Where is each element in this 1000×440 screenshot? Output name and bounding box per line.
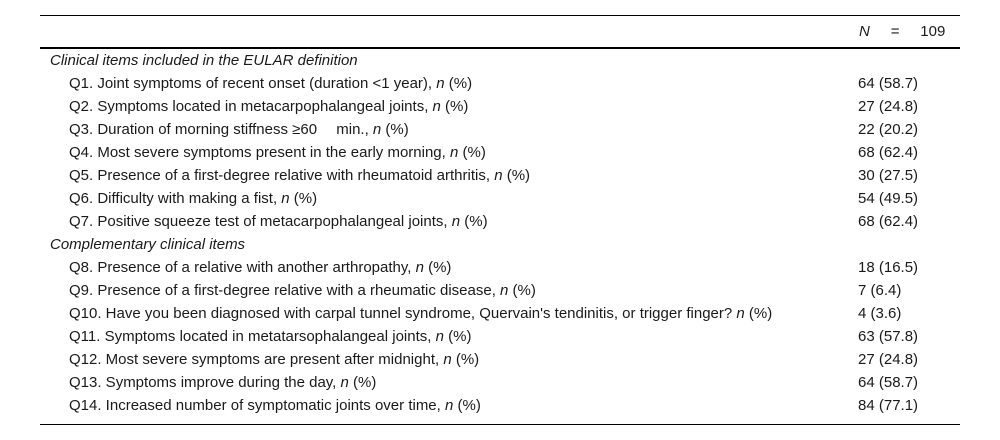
item-unit: (%) bbox=[443, 328, 472, 345]
item-label bbox=[69, 118, 409, 141]
section-header-row bbox=[40, 49, 960, 72]
table-row bbox=[40, 187, 960, 210]
item-text: Q1. Joint symptoms of recent onset (duration <1 year), bbox=[69, 75, 437, 92]
item-n-symbol: n bbox=[494, 167, 503, 184]
table-row bbox=[40, 164, 960, 187]
item-unit: (%) bbox=[423, 259, 452, 276]
item-value: 64 (58.7) bbox=[858, 75, 919, 92]
item-value: 84 (77.1) bbox=[858, 397, 919, 414]
item-n-symbol: n bbox=[443, 351, 452, 368]
item-n-symbol: n bbox=[500, 282, 509, 299]
item-unit: (%) bbox=[744, 305, 773, 322]
item-n-symbol: n bbox=[432, 98, 441, 115]
item-text: Q10. Have you been diagnosed with carpal tunnel syndrome, Quervain's tendinitis, or trigger finger? bbox=[69, 305, 737, 322]
item-label bbox=[69, 187, 317, 210]
item-value: 54 (49.5) bbox=[858, 190, 919, 207]
item-label bbox=[69, 348, 479, 371]
item-unit: (%) bbox=[289, 190, 318, 207]
item-unit: (%) bbox=[458, 144, 486, 161]
item-label bbox=[69, 302, 772, 325]
item-label bbox=[69, 279, 536, 302]
item-value: 7 (6.4) bbox=[858, 282, 902, 299]
item-n-symbol: n bbox=[435, 328, 444, 345]
n-label: N bbox=[859, 23, 870, 40]
item-unit: (%) bbox=[453, 397, 481, 414]
item-value: 27 (24.8) bbox=[858, 98, 919, 115]
item-label bbox=[69, 141, 486, 164]
item-unit: (%) bbox=[460, 213, 488, 230]
n-value: 109 bbox=[920, 23, 946, 40]
item-n-symbol: n bbox=[340, 374, 349, 391]
item-unit: (%) bbox=[502, 167, 531, 184]
item-n-symbol: n bbox=[436, 75, 445, 92]
item-unit: (%) bbox=[451, 351, 480, 368]
item-label bbox=[69, 325, 471, 348]
table-bottom-rule bbox=[40, 424, 960, 425]
table-header bbox=[40, 15, 960, 47]
table-row bbox=[40, 302, 960, 325]
item-unit: (%) bbox=[444, 75, 473, 92]
table-row bbox=[40, 371, 960, 394]
item-unit: (%) bbox=[440, 98, 469, 115]
item-value: 4 (3.6) bbox=[858, 305, 902, 322]
table-row bbox=[40, 141, 960, 164]
item-label bbox=[69, 256, 451, 279]
item-unit: (%) bbox=[508, 282, 536, 299]
item-n-symbol: n bbox=[736, 305, 745, 322]
item-label bbox=[69, 72, 472, 95]
item-text: Q4. Most severe symptoms present in the early morning, bbox=[69, 144, 450, 161]
item-text: Q12. Most severe symptoms are present after midnight, bbox=[69, 351, 444, 368]
item-n-symbol: n bbox=[415, 259, 424, 276]
section-title: Clinical items included in the EULAR definition bbox=[50, 52, 358, 69]
item-label bbox=[69, 210, 488, 233]
table-row bbox=[40, 348, 960, 371]
item-text: Q14. Increased number of symptomatic joints over time, bbox=[69, 397, 445, 414]
item-n-symbol: n bbox=[449, 144, 459, 161]
item-value: 68 (62.4) bbox=[858, 213, 919, 230]
equals-sign: = bbox=[890, 23, 900, 40]
item-text: Q13. Symptoms improve during the day, bbox=[69, 374, 341, 391]
table-row bbox=[40, 279, 960, 302]
item-text: Q7. Positive squeeze test of metacarpophalangeal joints, bbox=[69, 213, 452, 230]
item-label bbox=[69, 394, 481, 417]
item-text: Q9. Presence of a first-degree relative with a rheumatic disease, bbox=[69, 282, 501, 299]
item-text: Q2. Symptoms located in metacarpophalangeal joints, bbox=[69, 98, 433, 115]
section-header-row bbox=[40, 233, 960, 256]
table-row bbox=[40, 118, 960, 141]
item-value: 18 (16.5) bbox=[858, 259, 919, 276]
table-row bbox=[40, 394, 960, 417]
item-value: 22 (20.2) bbox=[858, 121, 919, 138]
table-row bbox=[40, 256, 960, 279]
item-text: Q6. Difficulty with making a fist, bbox=[69, 190, 282, 207]
item-text: Q3. Duration of morning stiffness ≥60 min., bbox=[69, 121, 373, 138]
item-label bbox=[69, 95, 468, 118]
item-value: 64 (58.7) bbox=[858, 374, 919, 391]
item-n-symbol: n bbox=[451, 213, 461, 230]
table-row bbox=[40, 325, 960, 348]
table-row bbox=[40, 72, 960, 95]
item-n-symbol: n bbox=[372, 121, 382, 138]
table-body bbox=[40, 49, 960, 417]
item-value: 30 (27.5) bbox=[858, 167, 919, 184]
table-row bbox=[40, 95, 960, 118]
item-value: 27 (24.8) bbox=[858, 351, 919, 368]
item-text: Q8. Presence of a relative with another arthropathy, bbox=[69, 259, 416, 276]
section-title: Complementary clinical items bbox=[50, 236, 246, 253]
item-text: Q11. Symptoms located in metatarsophalangeal joints, bbox=[69, 328, 436, 345]
item-unit: (%) bbox=[381, 121, 409, 138]
item-n-symbol: n bbox=[445, 397, 454, 414]
item-unit: (%) bbox=[348, 374, 377, 391]
table-row bbox=[40, 210, 960, 233]
sample-size-header bbox=[859, 23, 945, 40]
item-value: 68 (62.4) bbox=[858, 144, 919, 161]
item-value: 63 (57.8) bbox=[858, 328, 919, 345]
item-text: Q5. Presence of a first-degree relative with rheumatoid arthritis, bbox=[69, 167, 495, 184]
item-n-symbol: n bbox=[281, 190, 290, 207]
item-label bbox=[69, 371, 376, 394]
item-label bbox=[69, 164, 530, 187]
